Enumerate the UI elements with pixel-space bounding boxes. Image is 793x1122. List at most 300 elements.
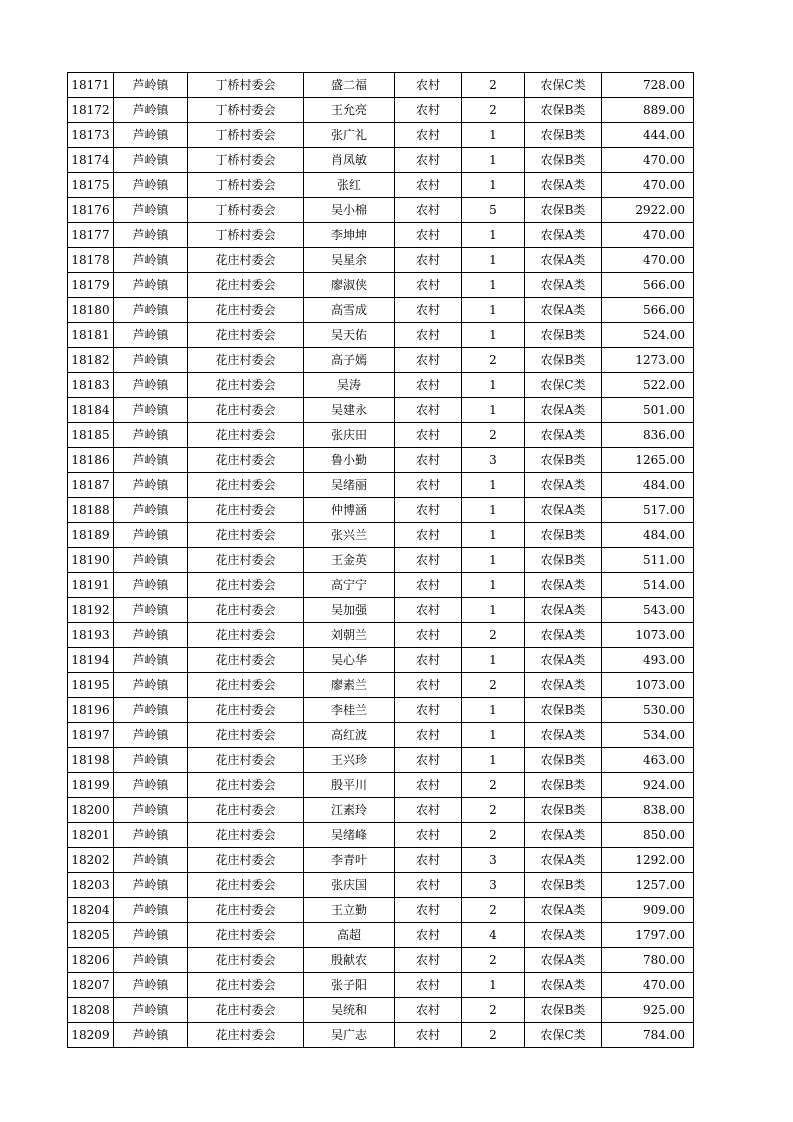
- household-count-cell: 3: [462, 448, 525, 473]
- table-row: [68, 398, 694, 423]
- name-cell: 江素玲: [304, 798, 395, 823]
- name-cell: 高超: [304, 923, 395, 948]
- town-cell: 芦岭镇: [114, 348, 188, 373]
- amount-cell: 522.00: [602, 373, 694, 398]
- table-row: [68, 698, 694, 723]
- town-cell: 芦岭镇: [114, 548, 188, 573]
- amount-cell: 444.00: [602, 123, 694, 148]
- category-cell: 农保A类: [525, 223, 602, 248]
- name-cell: 殷献农: [304, 948, 395, 973]
- village-cell: 花庄村委会: [188, 1023, 304, 1048]
- town-cell: 芦岭镇: [114, 398, 188, 423]
- category-cell: 农保C类: [525, 73, 602, 98]
- amount-cell: 836.00: [602, 423, 694, 448]
- household-count-cell: 1: [462, 248, 525, 273]
- village-cell: 花庄村委会: [188, 723, 304, 748]
- household-count-cell: 2: [462, 898, 525, 923]
- row-number: 18179: [68, 273, 114, 298]
- town-cell: 芦岭镇: [114, 473, 188, 498]
- category-cell: 农保B类: [525, 773, 602, 798]
- row-number: 18193: [68, 623, 114, 648]
- area-cell: 农村: [395, 973, 462, 998]
- household-count-cell: 1: [462, 298, 525, 323]
- row-number: 18191: [68, 573, 114, 598]
- household-count-cell: 1: [462, 223, 525, 248]
- area-cell: 农村: [395, 423, 462, 448]
- row-number: 18204: [68, 898, 114, 923]
- table-row: [68, 598, 694, 623]
- village-cell: 丁桥村委会: [188, 173, 304, 198]
- category-cell: 农保A类: [525, 623, 602, 648]
- town-cell: 芦岭镇: [114, 523, 188, 548]
- category-cell: 农保A类: [525, 598, 602, 623]
- household-count-cell: 2: [462, 423, 525, 448]
- category-cell: 农保A类: [525, 498, 602, 523]
- name-cell: 张庆田: [304, 423, 395, 448]
- town-cell: 芦岭镇: [114, 873, 188, 898]
- amount-cell: 524.00: [602, 323, 694, 348]
- category-cell: 农保B类: [525, 323, 602, 348]
- area-cell: 农村: [395, 598, 462, 623]
- row-number: 18209: [68, 1023, 114, 1048]
- table-body: [68, 73, 694, 1048]
- row-number: 18177: [68, 223, 114, 248]
- amount-cell: 534.00: [602, 723, 694, 748]
- row-number: 18200: [68, 798, 114, 823]
- name-cell: 吴绪峰: [304, 823, 395, 848]
- row-number: 18182: [68, 348, 114, 373]
- row-number: 18178: [68, 248, 114, 273]
- category-cell: 农保A类: [525, 923, 602, 948]
- category-cell: 农保C类: [525, 373, 602, 398]
- village-cell: 丁桥村委会: [188, 198, 304, 223]
- table-row: [68, 873, 694, 898]
- category-cell: 农保A类: [525, 723, 602, 748]
- row-number: 18180: [68, 298, 114, 323]
- town-cell: 芦岭镇: [114, 323, 188, 348]
- area-cell: 农村: [395, 198, 462, 223]
- town-cell: 芦岭镇: [114, 998, 188, 1023]
- table-row: [68, 573, 694, 598]
- table-row: [68, 473, 694, 498]
- household-count-cell: 2: [462, 773, 525, 798]
- area-cell: 农村: [395, 998, 462, 1023]
- area-cell: 农村: [395, 373, 462, 398]
- table-row: [68, 323, 694, 348]
- amount-cell: 925.00: [602, 998, 694, 1023]
- name-cell: 李桂兰: [304, 698, 395, 723]
- village-cell: 花庄村委会: [188, 523, 304, 548]
- category-cell: 农保B类: [525, 198, 602, 223]
- amount-cell: 501.00: [602, 398, 694, 423]
- category-cell: 农保A类: [525, 273, 602, 298]
- area-cell: 农村: [395, 548, 462, 573]
- category-cell: 农保A类: [525, 573, 602, 598]
- name-cell: 王允亮: [304, 98, 395, 123]
- name-cell: 高雪成: [304, 298, 395, 323]
- category-cell: 农保B类: [525, 123, 602, 148]
- area-cell: 农村: [395, 323, 462, 348]
- area-cell: 农村: [395, 748, 462, 773]
- name-cell: 吴统和: [304, 998, 395, 1023]
- household-count-cell: 1: [462, 323, 525, 348]
- amount-cell: 470.00: [602, 173, 694, 198]
- amount-cell: 838.00: [602, 798, 694, 823]
- household-count-cell: 1: [462, 573, 525, 598]
- amount-cell: 484.00: [602, 473, 694, 498]
- area-cell: 农村: [395, 98, 462, 123]
- household-count-cell: 2: [462, 1023, 525, 1048]
- row-number: 18186: [68, 448, 114, 473]
- table-row: [68, 948, 694, 973]
- amount-cell: 470.00: [602, 223, 694, 248]
- category-cell: 农保B类: [525, 148, 602, 173]
- name-cell: 鲁小勤: [304, 448, 395, 473]
- amount-cell: 850.00: [602, 823, 694, 848]
- name-cell: 肖凤敏: [304, 148, 395, 173]
- village-cell: 花庄村委会: [188, 798, 304, 823]
- town-cell: 芦岭镇: [114, 948, 188, 973]
- household-count-cell: 1: [462, 523, 525, 548]
- table-row: [68, 723, 694, 748]
- village-cell: 花庄村委会: [188, 873, 304, 898]
- table-row: [68, 673, 694, 698]
- row-number: 18181: [68, 323, 114, 348]
- area-cell: 农村: [395, 223, 462, 248]
- name-cell: 廖素兰: [304, 673, 395, 698]
- town-cell: 芦岭镇: [114, 1023, 188, 1048]
- table-row: [68, 448, 694, 473]
- village-cell: 花庄村委会: [188, 923, 304, 948]
- category-cell: 农保A类: [525, 848, 602, 873]
- name-cell: 李青叶: [304, 848, 395, 873]
- town-cell: 芦岭镇: [114, 73, 188, 98]
- row-number: 18202: [68, 848, 114, 873]
- area-cell: 农村: [395, 173, 462, 198]
- table-row: [68, 223, 694, 248]
- village-cell: 花庄村委会: [188, 748, 304, 773]
- table-row: [68, 773, 694, 798]
- town-cell: 芦岭镇: [114, 123, 188, 148]
- village-cell: 花庄村委会: [188, 248, 304, 273]
- category-cell: 农保A类: [525, 673, 602, 698]
- row-number: 18172: [68, 98, 114, 123]
- area-cell: 农村: [395, 773, 462, 798]
- table-row: [68, 348, 694, 373]
- row-number: 18195: [68, 673, 114, 698]
- table-row: [68, 373, 694, 398]
- village-cell: 花庄村委会: [188, 773, 304, 798]
- household-count-cell: 1: [462, 123, 525, 148]
- area-cell: 农村: [395, 273, 462, 298]
- household-count-cell: 2: [462, 998, 525, 1023]
- amount-cell: 1797.00: [602, 923, 694, 948]
- area-cell: 农村: [395, 298, 462, 323]
- name-cell: 高红波: [304, 723, 395, 748]
- village-cell: 花庄村委会: [188, 548, 304, 573]
- amount-cell: 511.00: [602, 548, 694, 573]
- area-cell: 农村: [395, 798, 462, 823]
- table-row: [68, 423, 694, 448]
- town-cell: 芦岭镇: [114, 973, 188, 998]
- area-cell: 农村: [395, 498, 462, 523]
- row-number: 18174: [68, 148, 114, 173]
- household-count-cell: 2: [462, 73, 525, 98]
- town-cell: 芦岭镇: [114, 848, 188, 873]
- row-number: 18199: [68, 773, 114, 798]
- amount-cell: 1265.00: [602, 448, 694, 473]
- amount-cell: 2922.00: [602, 198, 694, 223]
- table-row: [68, 648, 694, 673]
- category-cell: 农保C类: [525, 1023, 602, 1048]
- category-cell: 农保B类: [525, 873, 602, 898]
- table-row: [68, 148, 694, 173]
- area-cell: 农村: [395, 523, 462, 548]
- row-number: 18203: [68, 873, 114, 898]
- village-cell: 花庄村委会: [188, 848, 304, 873]
- area-cell: 农村: [395, 848, 462, 873]
- town-cell: 芦岭镇: [114, 173, 188, 198]
- household-count-cell: 1: [462, 148, 525, 173]
- row-number: 18171: [68, 73, 114, 98]
- household-count-cell: 1: [462, 398, 525, 423]
- village-cell: 花庄村委会: [188, 623, 304, 648]
- household-count-cell: 1: [462, 723, 525, 748]
- row-number: 18185: [68, 423, 114, 448]
- area-cell: 农村: [395, 948, 462, 973]
- household-count-cell: 1: [462, 648, 525, 673]
- village-cell: 花庄村委会: [188, 648, 304, 673]
- row-number: 18173: [68, 123, 114, 148]
- area-cell: 农村: [395, 698, 462, 723]
- table-row: [68, 623, 694, 648]
- row-number: 18175: [68, 173, 114, 198]
- household-count-cell: 1: [462, 498, 525, 523]
- household-count-cell: 1: [462, 373, 525, 398]
- town-cell: 芦岭镇: [114, 273, 188, 298]
- table-row: [68, 1023, 694, 1048]
- name-cell: 吴天佑: [304, 323, 395, 348]
- village-cell: 花庄村委会: [188, 473, 304, 498]
- household-count-cell: 2: [462, 623, 525, 648]
- table-row: [68, 198, 694, 223]
- category-cell: 农保A类: [525, 398, 602, 423]
- village-cell: 花庄村委会: [188, 598, 304, 623]
- category-cell: 农保A类: [525, 898, 602, 923]
- table-row: [68, 973, 694, 998]
- town-cell: 芦岭镇: [114, 923, 188, 948]
- village-cell: 花庄村委会: [188, 423, 304, 448]
- town-cell: 芦岭镇: [114, 598, 188, 623]
- town-cell: 芦岭镇: [114, 98, 188, 123]
- area-cell: 农村: [395, 398, 462, 423]
- household-count-cell: 1: [462, 273, 525, 298]
- amount-cell: 1292.00: [602, 848, 694, 873]
- village-cell: 花庄村委会: [188, 348, 304, 373]
- name-cell: 廖淑侠: [304, 273, 395, 298]
- amount-cell: 493.00: [602, 648, 694, 673]
- town-cell: 芦岭镇: [114, 148, 188, 173]
- area-cell: 农村: [395, 1023, 462, 1048]
- town-cell: 芦岭镇: [114, 423, 188, 448]
- village-cell: 花庄村委会: [188, 373, 304, 398]
- village-cell: 花庄村委会: [188, 573, 304, 598]
- name-cell: 张子阳: [304, 973, 395, 998]
- row-number: 18196: [68, 698, 114, 723]
- category-cell: 农保A类: [525, 298, 602, 323]
- village-cell: 花庄村委会: [188, 448, 304, 473]
- village-cell: 花庄村委会: [188, 998, 304, 1023]
- household-count-cell: 2: [462, 673, 525, 698]
- category-cell: 农保A类: [525, 248, 602, 273]
- records-table: [67, 72, 694, 1048]
- household-count-cell: 1: [462, 473, 525, 498]
- area-cell: 农村: [395, 823, 462, 848]
- row-number: 18184: [68, 398, 114, 423]
- name-cell: 吴加强: [304, 598, 395, 623]
- row-number: 18188: [68, 498, 114, 523]
- household-count-cell: 3: [462, 873, 525, 898]
- village-cell: 丁桥村委会: [188, 98, 304, 123]
- village-cell: 丁桥村委会: [188, 148, 304, 173]
- village-cell: 丁桥村委会: [188, 223, 304, 248]
- row-number: 18206: [68, 948, 114, 973]
- row-number: 18208: [68, 998, 114, 1023]
- name-cell: 李坤坤: [304, 223, 395, 248]
- household-count-cell: 1: [462, 173, 525, 198]
- name-cell: 殷平川: [304, 773, 395, 798]
- category-cell: 农保A类: [525, 823, 602, 848]
- area-cell: 农村: [395, 648, 462, 673]
- amount-cell: 470.00: [602, 148, 694, 173]
- amount-cell: 517.00: [602, 498, 694, 523]
- village-cell: 花庄村委会: [188, 948, 304, 973]
- household-count-cell: 4: [462, 923, 525, 948]
- town-cell: 芦岭镇: [114, 498, 188, 523]
- row-number: 18205: [68, 923, 114, 948]
- category-cell: 农保B类: [525, 523, 602, 548]
- category-cell: 农保A类: [525, 423, 602, 448]
- table-row: [68, 298, 694, 323]
- table-row: [68, 248, 694, 273]
- row-number: 18201: [68, 823, 114, 848]
- area-cell: 农村: [395, 898, 462, 923]
- row-number: 18194: [68, 648, 114, 673]
- row-number: 18198: [68, 748, 114, 773]
- area-cell: 农村: [395, 448, 462, 473]
- village-cell: 花庄村委会: [188, 823, 304, 848]
- area-cell: 农村: [395, 673, 462, 698]
- name-cell: 吴小棉: [304, 198, 395, 223]
- area-cell: 农村: [395, 623, 462, 648]
- table-row: [68, 73, 694, 98]
- household-count-cell: 2: [462, 348, 525, 373]
- amount-cell: 1273.00: [602, 348, 694, 373]
- name-cell: 吴广志: [304, 1023, 395, 1048]
- name-cell: 王兴珍: [304, 748, 395, 773]
- row-number: 18207: [68, 973, 114, 998]
- village-cell: 花庄村委会: [188, 398, 304, 423]
- amount-cell: 780.00: [602, 948, 694, 973]
- row-number: 18187: [68, 473, 114, 498]
- table-row: [68, 98, 694, 123]
- table-row: [68, 998, 694, 1023]
- name-cell: 仲博涵: [304, 498, 395, 523]
- name-cell: 张庆国: [304, 873, 395, 898]
- town-cell: 芦岭镇: [114, 573, 188, 598]
- amount-cell: 784.00: [602, 1023, 694, 1048]
- category-cell: 农保A类: [525, 948, 602, 973]
- name-cell: 张红: [304, 173, 395, 198]
- name-cell: 张兴兰: [304, 523, 395, 548]
- row-number: 18192: [68, 598, 114, 623]
- row-number: 18197: [68, 723, 114, 748]
- amount-cell: 909.00: [602, 898, 694, 923]
- category-cell: 农保A类: [525, 973, 602, 998]
- category-cell: 农保A类: [525, 648, 602, 673]
- area-cell: 农村: [395, 73, 462, 98]
- name-cell: 吴星余: [304, 248, 395, 273]
- amount-cell: 530.00: [602, 698, 694, 723]
- category-cell: 农保A类: [525, 173, 602, 198]
- area-cell: 农村: [395, 873, 462, 898]
- category-cell: 农保B类: [525, 548, 602, 573]
- household-count-cell: 1: [462, 548, 525, 573]
- town-cell: 芦岭镇: [114, 723, 188, 748]
- table-row: [68, 748, 694, 773]
- area-cell: 农村: [395, 123, 462, 148]
- name-cell: 吴心华: [304, 648, 395, 673]
- area-cell: 农村: [395, 473, 462, 498]
- amount-cell: 463.00: [602, 748, 694, 773]
- town-cell: 芦岭镇: [114, 748, 188, 773]
- area-cell: 农村: [395, 923, 462, 948]
- row-number: 18176: [68, 198, 114, 223]
- table-row: [68, 923, 694, 948]
- name-cell: 王立勤: [304, 898, 395, 923]
- table-row: [68, 498, 694, 523]
- category-cell: 农保B类: [525, 748, 602, 773]
- name-cell: 高子嫣: [304, 348, 395, 373]
- name-cell: 吴绪丽: [304, 473, 395, 498]
- row-number: 18190: [68, 548, 114, 573]
- village-cell: 花庄村委会: [188, 973, 304, 998]
- row-number: 18189: [68, 523, 114, 548]
- town-cell: 芦岭镇: [114, 448, 188, 473]
- village-cell: 丁桥村委会: [188, 123, 304, 148]
- household-count-cell: 1: [462, 698, 525, 723]
- amount-cell: 924.00: [602, 773, 694, 798]
- table-row: [68, 848, 694, 873]
- amount-cell: 470.00: [602, 973, 694, 998]
- area-cell: 农村: [395, 723, 462, 748]
- category-cell: 农保B类: [525, 998, 602, 1023]
- amount-cell: 889.00: [602, 98, 694, 123]
- village-cell: 花庄村委会: [188, 898, 304, 923]
- table-row: [68, 798, 694, 823]
- amount-cell: 566.00: [602, 298, 694, 323]
- category-cell: 农保A类: [525, 473, 602, 498]
- amount-cell: 566.00: [602, 273, 694, 298]
- town-cell: 芦岭镇: [114, 673, 188, 698]
- amount-cell: 514.00: [602, 573, 694, 598]
- household-count-cell: 5: [462, 198, 525, 223]
- amount-cell: 1073.00: [602, 623, 694, 648]
- category-cell: 农保B类: [525, 798, 602, 823]
- amount-cell: 543.00: [602, 598, 694, 623]
- row-number: 18183: [68, 373, 114, 398]
- town-cell: 芦岭镇: [114, 823, 188, 848]
